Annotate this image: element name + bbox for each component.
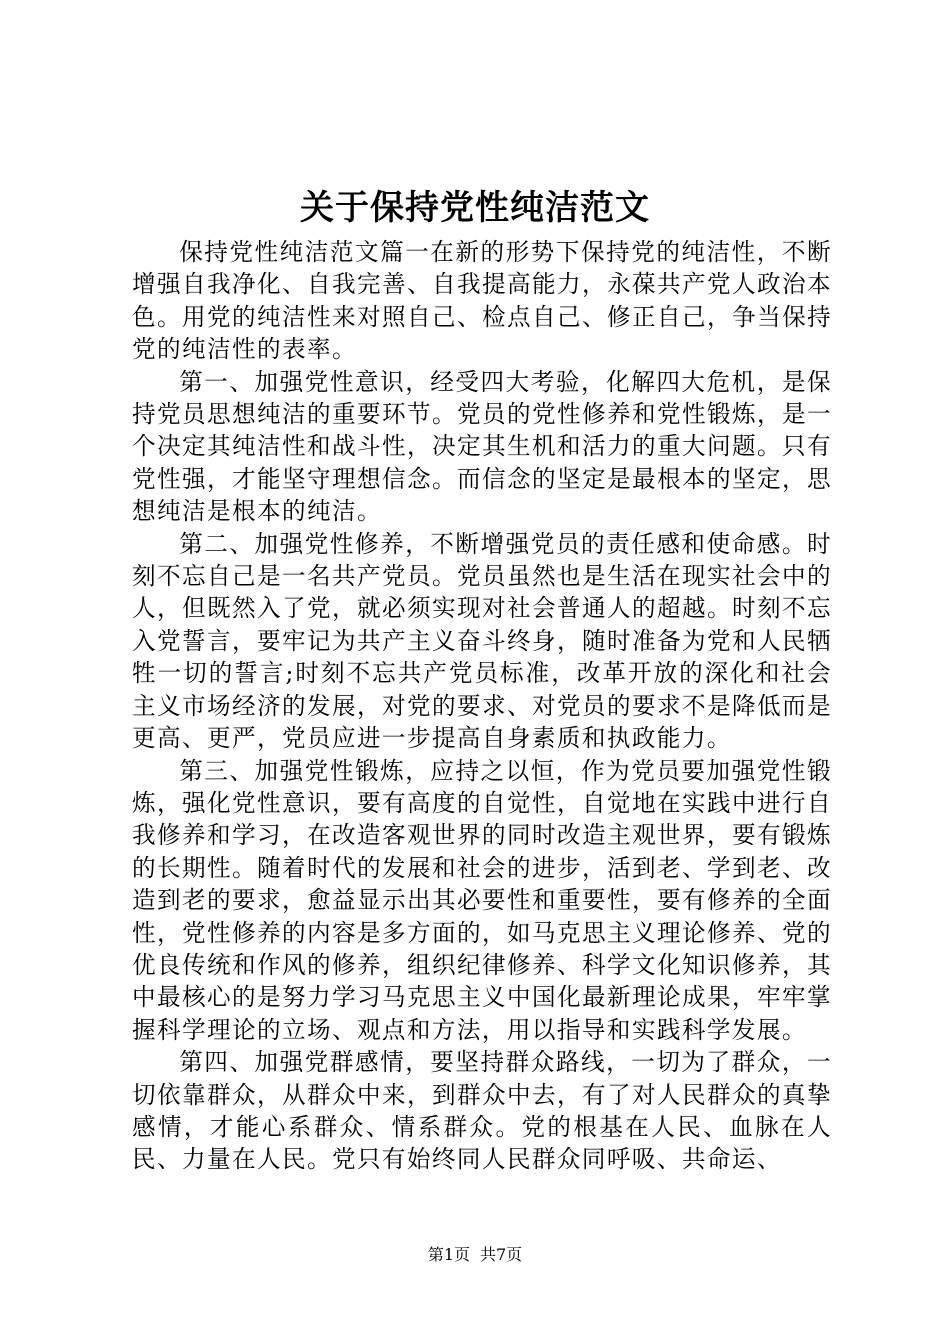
paragraph-intro: 保持党性纯洁范文篇一在新的形势下保持党的纯洁性，不断增强自我净化、自我完善、自我提高能力，永葆共产党人政治本色。用党的纯洁性来对照自己、检点自己、修正自己，争当保持党的纯洁性的表率。 xyxy=(132,238,832,364)
page-number-total: 共7页 xyxy=(480,1245,523,1264)
document-title: 关于保持党性纯洁范文 xyxy=(300,188,650,228)
page-number-current: 第1页 xyxy=(427,1245,470,1264)
paragraph-fourth: 第四、加强党群感情，要坚持群众路线，一切为了群众，一切依靠群众，从群众中来，到群众中去，有了对人民群众的真挚感情，才能心系群众、情系群众。党的根基在人民、血脉在人民、力量在人民。党只有始终同人民群众同呼吸、共命运、 xyxy=(132,1048,832,1174)
paragraph-third: 第三、加强党性锻炼，应持之以恒，作为党员要加强党性锻炼，强化党性意识，要有高度的自觉性，自觉地在实践中进行自我修养和学习，在改造客观世界的同时改造主观世界，要有锻炼的长期性。随着时代的发展和社会的进步，活到老、学到老、改造到老的要求，愈益显示出其必要性和重要性，要有修养的全面性，党性修养的内容是多方面的，如马克思主义理论修养、党的优良传统和作风的修养，组织纪律修养、科学文化知识修养，其中最核心的是努力学习马克思主义中国化最新理论成果，牢牢掌握科学理论的立场、观点和方法，用以指导和实践科学发展。 xyxy=(132,756,832,1044)
page-footer xyxy=(0,1245,950,1265)
paragraph-second: 第二、加强党性修养，不断增强党员的责任感和使命感。时刻不忘自己是一名共产党员。党员虽然也是生活在现实社会中的人，但既然入了党，就必须实现对社会普通人的超越。时刻不忘入党誓言，要牢记为共产主义奋斗终身，随时准备为党和人民牺牲一切的誓言;时刻不忘共产党员标准，改革开放的深化和社会主义市场经济的发展，对党的要求、对党员的要求不是降低而是更高、更严，党员应进一步提高自身素质和执政能力。 xyxy=(132,529,832,753)
document-body xyxy=(132,236,832,1176)
paragraph-first: 第一、加强党性意识，经受四大考验，化解四大危机，是保持党员思想纯洁的重要环节。党员的党性修养和党性锻炼，是一个决定其纯洁性和战斗性，决定其生机和活力的重大问题。只有党性强，才能坚守理想信念。而信念的坚定是最根本的坚定，思想纯洁是根本的纯洁。 xyxy=(132,367,832,526)
